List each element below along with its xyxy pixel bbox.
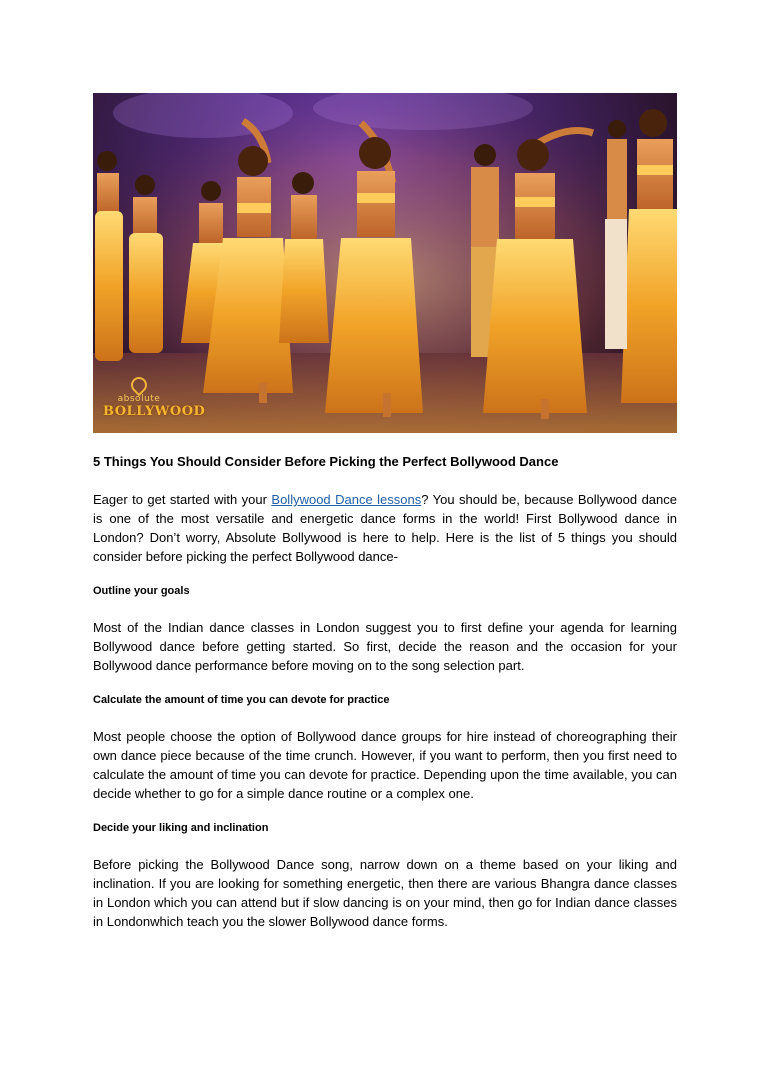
document-page — [93, 93, 677, 931]
section-paragraph: Before picking the Bollywood Dance song, narrow down on a theme based on your liking and inclination. If you are looking for something energetic, then there are various Bhangra dance classes in London which you can attend but if slow dancing is on your mind, then go for Indian dance classes in Londonwhich teach you the slower Bollywood dance forms. — [93, 857, 677, 929]
brand-logo — [103, 377, 206, 419]
hero-image — [93, 93, 677, 433]
logo-text-bottom: BOLLYWOOD — [103, 404, 206, 419]
intro-text-start: Eager to get started with your — [93, 492, 272, 507]
article-title: 5 Things You Should Consider Before Picking the Perfect Bollywood Dance — [93, 454, 559, 469]
bollywood-lessons-link[interactable]: Bollywood Dance lessons — [271, 492, 422, 507]
section-heading: Outline your goals — [93, 585, 190, 597]
intro-text-end: ? You should be, because Bollywood dance is one of the most versatile and energetic dance forms in the world! First Bollywood dance in London? Don’t worry, Absolute Bollywood is here to help. Here is the list of 5 things you should consider before picking the perfect Bollywood dance- — [93, 492, 677, 564]
logo-flame-icon — [128, 374, 151, 397]
section-paragraph: Most of the Indian dance classes in London suggest you to first define your agenda for learning Bollywood dance before getting started. So first, decide the reason and the occasion for your Bollywood dance performance before moving on to the song selection part. — [93, 620, 677, 673]
section-heading: Calculate the amount of time you can devote for practice — [93, 694, 390, 706]
logo-text-top: absolute — [117, 394, 161, 404]
dancers-photo — [93, 93, 677, 433]
intro-paragraph — [93, 490, 677, 566]
section-heading: Decide your liking and inclination — [93, 822, 269, 834]
section-paragraph: Most people choose the option of Bollywood dance groups for hire instead of choreographing their own dance piece because of the time crunch. However, if you want to perform, then you first need to calculate the amount of time you can devote for practice. Depending upon the time available, you can decide whether to go for a simple dance routine or a complex one. — [93, 729, 677, 801]
